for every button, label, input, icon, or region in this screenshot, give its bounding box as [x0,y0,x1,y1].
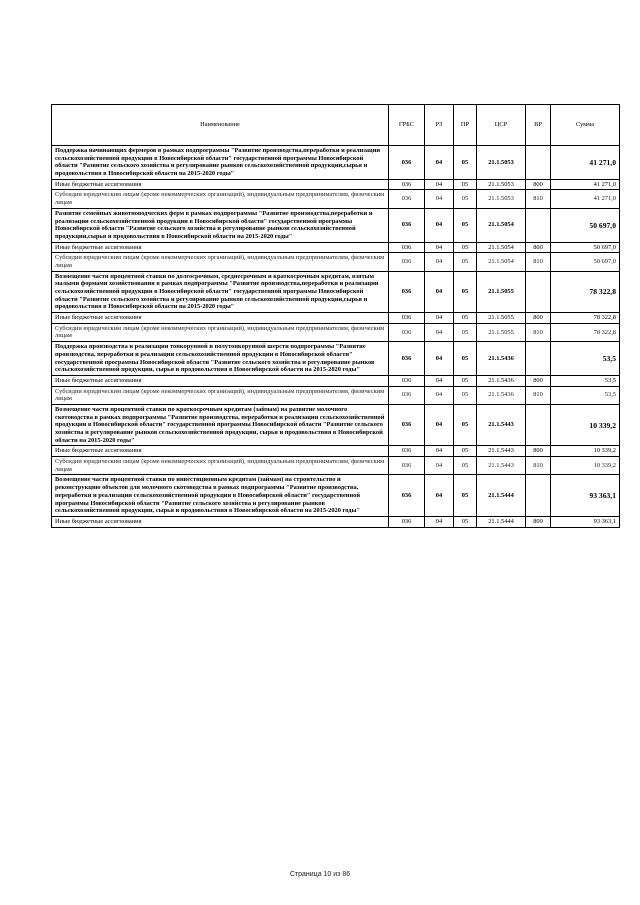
table-header-row [52,105,620,146]
cell-vr [526,342,551,376]
cell-csr: 21.1.5053 [477,146,526,180]
cell-grbs: 036 [389,253,425,271]
cell-name: Субсидии юридическим лицам (кроме некоммерческих организаций), индивидуальным предпринимателям, физическим лицам [52,386,389,404]
cell-csr: 21.1.5443 [477,446,526,457]
cell-csr: 21.1.5053 [477,190,526,208]
cell-pr: 05 [454,457,477,475]
table-row [52,404,620,445]
table-row [52,457,620,475]
cell-rz: 04 [425,386,454,404]
table-row [52,253,620,271]
table-row [52,271,620,312]
cell-csr: 21.1.5055 [477,323,526,341]
cell-rz: 04 [425,375,454,386]
cell-name: Поддержка начинающих фермеров в рамках подпрограммы "Развитие производства,переработки и реализации сельскохозяйственной продукции в Новосибирской области" государственной программы Новосибирской области "Развитие сельского хозяйства и регулирование рынков сельскохозяйственной продукции,сырья и продовольствия в Новосибирской области на 2015-2020 годы" [52,146,389,180]
cell-vr: 800 [526,446,551,457]
cell-pr: 05 [454,242,477,253]
cell-csr: 21.1.5444 [477,475,526,516]
cell-vr: 800 [526,313,551,324]
page-footer: Страница 10 из 86 [289,871,351,878]
cell-name: Развитие семейных животноводческих ферм в рамках подпрограммы "Развитие производства,переработки и реализации сельскохозяйственной продукции в Новосибирской области" государственной программы Новосибирской области "Развитие сельского хозяйства и регулирование рынков сельскохозяйственной продукции,сырья и продовольствия в Новосибирской области на 2015-2020 годы" [52,208,389,242]
table-row [52,386,620,404]
table-row [52,208,620,242]
cell-vr: 810 [526,253,551,271]
cell-sum: 50 697,0 [551,253,620,271]
cell-name: Иные бюджетные ассигнования [52,242,389,253]
cell-rz: 04 [425,146,454,180]
cell-rz: 04 [425,190,454,208]
cell-sum: 93 363,1 [551,475,620,516]
cell-csr: 21.1.5054 [477,242,526,253]
cell-name: Поддержка производства и реализации тонкорунной и полутонкорунной шерсти подпрограммы "Развитие производства, переработки и реализации сельскохозяйственной продукции в Новосибирской области" государственной программы Новосибирской области "Развитие сельского хозяйства и регулирование рынков сельскохозяйственной продукции, сырья и продовольствия в Новосибирской области на 2015-2020 годы" [52,342,389,376]
table-row [52,323,620,341]
cell-grbs: 036 [389,313,425,324]
cell-grbs: 036 [389,386,425,404]
cell-vr: 800 [526,375,551,386]
cell-sum: 10 339,2 [551,457,620,475]
cell-grbs: 036 [389,404,425,445]
cell-rz: 04 [425,457,454,475]
cell-rz: 04 [425,253,454,271]
cell-csr: 21.1.5436 [477,375,526,386]
cell-pr: 05 [454,475,477,516]
cell-name: Субсидии юридическим лицам (кроме некоммерческих организаций), индивидуальным предпринимателям, физическим лицам [52,190,389,208]
cell-name: Субсидии юридическим лицам (кроме некоммерческих организаций), индивидуальным предпринимателям, физическим лицам [52,253,389,271]
header-vr: ВР [526,105,551,146]
cell-vr [526,146,551,180]
table-row [52,146,620,180]
cell-rz: 04 [425,313,454,324]
cell-vr [526,404,551,445]
cell-sum: 41 271,0 [551,190,620,208]
cell-vr: 810 [526,457,551,475]
cell-vr: 800 [526,242,551,253]
cell-pr: 05 [454,342,477,376]
cell-rz: 04 [425,446,454,457]
table-row [52,190,620,208]
cell-pr: 05 [454,146,477,180]
cell-vr: 800 [526,179,551,190]
cell-sum: 53,5 [551,386,620,404]
cell-grbs: 036 [389,271,425,312]
header-csr: ЦСР [477,105,526,146]
cell-name: Иные бюджетные ассигнования [52,446,389,457]
cell-rz: 04 [425,516,454,527]
header-pr: ПР [454,105,477,146]
cell-grbs: 036 [389,516,425,527]
cell-rz: 04 [425,271,454,312]
cell-vr: 810 [526,190,551,208]
cell-pr: 05 [454,271,477,312]
cell-csr: 21.1.5053 [477,179,526,190]
table-row [52,475,620,516]
cell-pr: 05 [454,375,477,386]
cell-pr: 05 [454,446,477,457]
budget-table [51,104,620,528]
cell-name: Субсидии юридическим лицам (кроме некоммерческих организаций), индивидуальным предпринимателям, физическим лицам [52,457,389,475]
table-row [52,242,620,253]
cell-name: Иные бюджетные ассигнования [52,516,389,527]
cell-csr: 21.1.5444 [477,516,526,527]
cell-pr: 05 [454,253,477,271]
table-row [52,375,620,386]
cell-sum: 10 339,2 [551,446,620,457]
cell-name: Иные бюджетные ассигнования [52,313,389,324]
table-row [52,342,620,376]
cell-vr: 810 [526,386,551,404]
cell-name: Возмещение части процентной ставки по краткосрочным кредитам (займам) на развитие молочного скотоводства в рамках подпрограммы "Развитие производства, переработки и реализации сельскохозяйственной продукции в Новосибирской области" государственной программы Новосибирской области "Развитие сельского хозяйства и регулирование рынков сельскохозяйственной продукции, сырья и продовольствия в Новосибирской области на 2015-2020 годы" [52,404,389,445]
cell-vr [526,208,551,242]
cell-pr: 05 [454,179,477,190]
cell-grbs: 036 [389,342,425,376]
cell-name: Иные бюджетные ассигнования [52,375,389,386]
cell-rz: 04 [425,323,454,341]
cell-sum: 41 271,0 [551,179,620,190]
cell-sum: 41 271,0 [551,146,620,180]
cell-pr: 05 [454,323,477,341]
header-rz: РЗ [425,105,454,146]
cell-grbs: 036 [389,190,425,208]
cell-grbs: 036 [389,475,425,516]
table-row [52,516,620,527]
cell-grbs: 036 [389,179,425,190]
cell-csr: 21.1.5055 [477,313,526,324]
table-row [52,446,620,457]
table-row [52,179,620,190]
cell-rz: 04 [425,475,454,516]
cell-grbs: 036 [389,146,425,180]
table-body [52,146,620,528]
cell-vr: 810 [526,323,551,341]
cell-rz: 04 [425,208,454,242]
cell-rz: 04 [425,342,454,376]
cell-sum: 53,5 [551,342,620,376]
cell-vr [526,475,551,516]
cell-sum: 50 697,0 [551,208,620,242]
cell-pr: 05 [454,208,477,242]
cell-csr: 21.1.5436 [477,386,526,404]
cell-pr: 05 [454,404,477,445]
cell-pr: 05 [454,190,477,208]
header-sum: Сумма [551,105,620,146]
cell-pr: 05 [454,516,477,527]
cell-grbs: 036 [389,208,425,242]
cell-csr: 21.1.5443 [477,457,526,475]
cell-rz: 04 [425,242,454,253]
cell-grbs: 036 [389,446,425,457]
cell-csr: 21.1.5443 [477,404,526,445]
header-grbs: ГРБС [389,105,425,146]
cell-sum: 10 339,2 [551,404,620,445]
table-row [52,313,620,324]
cell-pr: 05 [454,386,477,404]
cell-name: Иные бюджетные ассигнования [52,179,389,190]
cell-sum: 53,5 [551,375,620,386]
cell-sum: 78 322,8 [551,271,620,312]
cell-grbs: 036 [389,457,425,475]
cell-vr [526,271,551,312]
cell-csr: 21.1.5436 [477,342,526,376]
cell-sum: 78 322,8 [551,323,620,341]
cell-sum: 50 697,0 [551,242,620,253]
cell-csr: 21.1.5055 [477,271,526,312]
cell-grbs: 036 [389,323,425,341]
cell-grbs: 036 [389,375,425,386]
cell-name: Субсидии юридическим лицам (кроме некоммерческих организаций), индивидуальным предпринимателям, физическим лицам [52,323,389,341]
cell-name: Возмещение части процентной ставки по инвестиционным кредитам (займам) на строительство и реконструкцию объектов для молочного скотоводства в рамках подпрограммы "Развитие производства, переработки и реализации сельскохозяйственной продукции в Новосибирской области" государственной программы Новосибирской области "Развитие сельского хозяйства и регулирование рынков сельскохозяйственной продукции, сырья и продовольствия в Новосибирской области на 2015-2020 годы" [52,475,389,516]
cell-vr: 800 [526,516,551,527]
header-name: Наименование [52,105,389,146]
cell-rz: 04 [425,404,454,445]
cell-sum: 78 322,8 [551,313,620,324]
cell-pr: 05 [454,313,477,324]
cell-rz: 04 [425,179,454,190]
cell-grbs: 036 [389,242,425,253]
cell-csr: 21.1.5054 [477,253,526,271]
cell-name: Возмещение части процентной ставки по долгосрочным, среднесрочным и краткосрочным кредитам, взятым малыми формами хозяйствования в рамках подпрограммы "Развитие производства,переработки и реализации сельскохозяйственной продукции в Новосибирской области" государственной программы Новосибирской области "Развитие сельского хозяйства и регулирование рынков сельскохозяйственной продукции,сырья и продовольствия в Новосибирской области на 2015-2020 годы" [52,271,389,312]
cell-csr: 21.1.5054 [477,208,526,242]
cell-sum: 93 363,1 [551,516,620,527]
